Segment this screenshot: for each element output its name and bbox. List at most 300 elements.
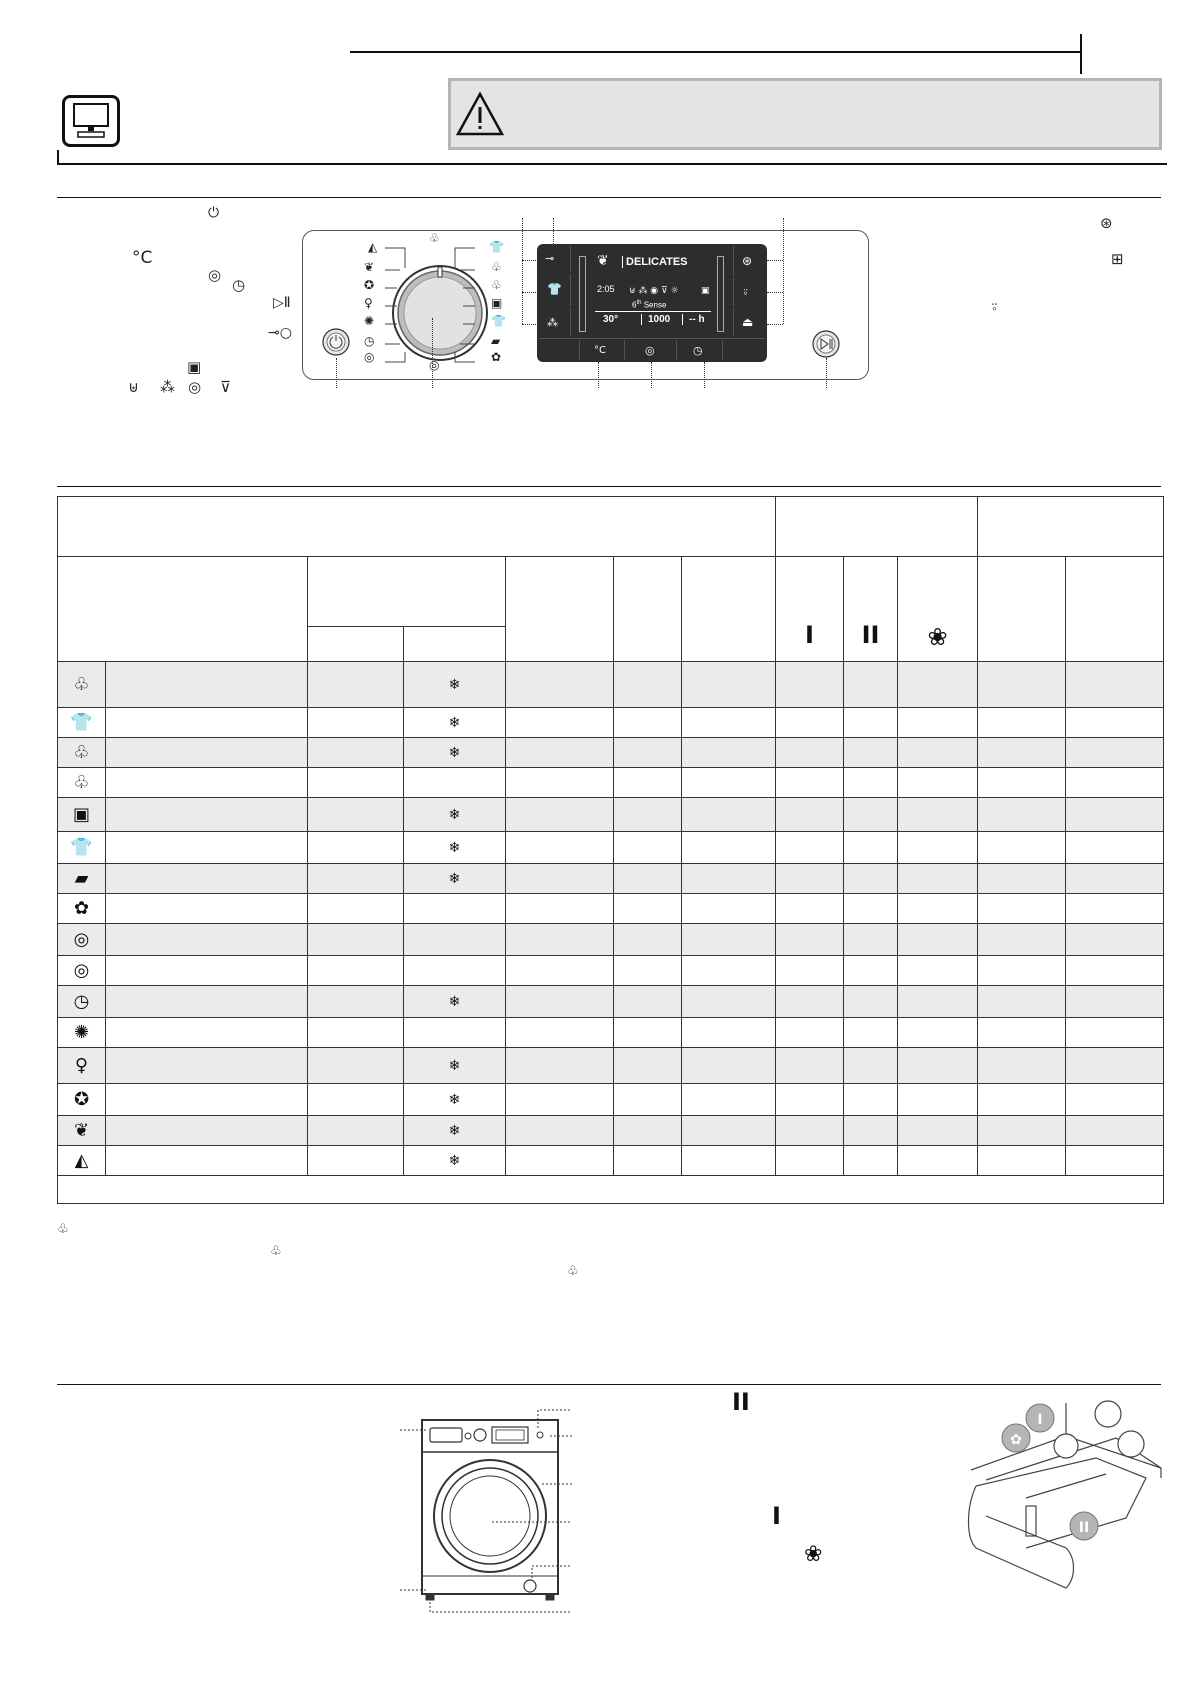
table-cell [1066,1018,1164,1048]
dial-icon-silk: ♀ [364,296,373,310]
table-header-compartment-2 [844,557,898,662]
table-row [58,798,1164,832]
table-cell [1066,924,1164,956]
table-cell [106,708,308,738]
table-cell [682,986,776,1018]
leader-8 [767,292,783,293]
table-cell [614,708,682,738]
table-header-compartment-1 [776,557,844,662]
tap-option-icon: ⍤ [742,285,750,299]
table-cell [614,1146,682,1176]
lcd-display [537,244,767,362]
footnote-cotton-icon: ♧ [567,1264,579,1279]
table-cell [506,832,614,864]
leader-10 [336,358,337,388]
table-cell [844,986,898,1018]
table-cell [682,1084,776,1116]
steam-option-icon: ⊛ [742,254,753,268]
table-cell [776,1048,844,1084]
table-row [58,768,1164,798]
table-cell [1066,1084,1164,1116]
table-cell [844,708,898,738]
dial-icon-synthetics: ◭ [368,240,378,254]
table-cell [614,1048,682,1084]
dial-icon-duvet: ▰ [491,334,501,348]
table-cell [614,738,682,768]
table-cell [844,924,898,956]
temperature-icon: °C [132,248,153,268]
table-cell [106,1048,308,1084]
table-header-program [58,557,308,662]
mixed-icon: ▣ [58,798,106,832]
table-cell [506,956,614,986]
table-cell [308,708,404,738]
synthetics-icon: ◭ [58,1146,106,1176]
table-row [58,956,1164,986]
program-table [57,496,1164,1204]
dial-leader-lines [340,240,540,380]
table-cell [614,894,682,924]
table-cell [106,924,308,956]
table-cell [308,924,404,956]
table-cell [682,798,776,832]
compartment-two-marker: II [861,621,880,649]
delay-button[interactable] [677,340,723,360]
table-cell [308,1048,404,1084]
washing-machine-illustration [400,1400,580,1620]
table-header-temp [308,557,506,627]
spin-readout: 1000 [641,314,670,325]
compartment-one-label: I [772,1502,781,1530]
table-cell [106,832,308,864]
cold-wash-icon: ❄ [404,708,506,738]
table-row [58,1146,1164,1176]
leader-3 [783,218,784,324]
drain-icon: ⊽ [220,378,231,396]
rinse-option-button[interactable] [539,308,571,336]
cold-wash-icon: ❄ [404,1048,506,1084]
leader-15 [826,358,827,388]
spin-button[interactable] [625,340,677,360]
table-cell [844,1146,898,1176]
extra-button[interactable] [539,274,571,306]
table-cell [1066,894,1164,924]
table-cell [506,768,614,798]
table-cell [776,894,844,924]
table-cell [106,738,308,768]
table-cell [898,798,978,832]
table-cell [682,894,776,924]
silk-icon: ♀ [58,1048,106,1084]
table-cell [308,986,404,1018]
table-cell [898,1116,978,1146]
table-cell [978,1018,1066,1048]
table-cell [844,1084,898,1116]
program-name: DELICATES [622,256,688,268]
dial-icon-cotton-mixed: ♧ [429,231,440,245]
svg-text:I: I [1037,1412,1043,1428]
table-cell [614,798,682,832]
table-cell [308,1116,404,1146]
table-cell [106,1084,308,1116]
table-cell [776,798,844,832]
table-cell [1066,1116,1164,1146]
delay-icon: ◷ [232,276,246,294]
table-cell [1066,832,1164,864]
dial-icon-rinse: ◎ [364,350,375,364]
table-cell [844,1116,898,1146]
header-rule [57,163,1167,165]
table-cell [776,1084,844,1116]
table-cell [506,1018,614,1048]
cold-wash-icon [404,768,506,798]
tap-icon: ⍤ [990,298,1000,316]
table-cell [682,662,776,708]
table-cell [898,832,978,864]
table-cell [978,662,1066,708]
steam-button[interactable] [733,246,765,276]
leader-7 [767,260,783,261]
cold-wash-icon: ❄ [404,738,506,768]
iron-button[interactable] [733,308,765,336]
table-row [58,1116,1164,1146]
table-cell [776,924,844,956]
eco-cotton-icon: ♧ [58,768,106,798]
softener-marker: ❀ [927,623,948,651]
table-cell [844,956,898,986]
table-cell [776,708,844,738]
table-header-temp-range [404,627,506,662]
compartment-one-marker: I [805,621,814,649]
table-row [58,832,1164,864]
dial-icon-spin: ◎ [429,358,440,372]
left-level-bar [579,256,586,332]
cold-wash-icon: ❄ [404,832,506,864]
temperature-button-icon: °C [594,345,606,356]
table-header-main [58,497,776,557]
table-cell [898,956,978,986]
leader-6 [522,324,538,325]
table-cell [682,1146,776,1176]
power-button[interactable] [322,328,350,356]
cold-wash-icon: ❄ [404,864,506,894]
table-cell [1066,864,1164,894]
table-cell [978,738,1066,768]
header-rule-tick [57,150,59,164]
detergent-icon: ▣ [187,358,202,376]
table-row [58,662,1164,708]
table-cell [682,708,776,738]
table-cell [898,986,978,1018]
colours-15-icon: ✺ [58,1018,106,1048]
table-cell [776,864,844,894]
table-header-data [978,497,1164,557]
table-cell [106,864,308,894]
table-cell [978,1146,1066,1176]
table-cell [506,1146,614,1176]
table-cell [614,924,682,956]
table-header-data-1 [978,557,1066,662]
start-pause-icon: ▷Ⅱ [273,295,291,311]
steam-icon: ⊛ [1100,214,1113,232]
table-cell [614,662,682,708]
table-cell [506,1048,614,1084]
table-cell [308,768,404,798]
leader-9 [767,324,783,325]
table-cell [978,1084,1066,1116]
cotton-mixed-icon: ♧ [58,662,106,708]
table-cell [844,768,898,798]
table-cell [506,986,614,1018]
leader-1 [522,218,523,324]
table-cell [844,1048,898,1084]
table-cell [844,894,898,924]
cycle-time: 2:05 [597,284,615,294]
dial-icon-stain: 👕 [491,314,506,328]
right-level-bar [717,256,724,332]
tap-button[interactable] [733,278,765,306]
cold-wash-icon: ❄ [404,798,506,832]
top-rule-tick [1080,34,1082,74]
cold-wash-icon: ❄ [404,1084,506,1116]
table-cell [978,1116,1066,1146]
section-rule-1 [57,197,1161,198]
leader-11 [432,318,433,388]
table-header-data-2 [1066,557,1164,662]
section-rule-2 [57,486,1161,487]
leader-2 [553,218,554,248]
lcd-divider [595,311,711,312]
table-cell [1066,708,1164,738]
table-cell [614,1116,682,1146]
table-cell [978,894,1066,924]
table-header-spin [506,557,614,662]
table-cell [682,864,776,894]
table-header-load [614,557,682,662]
table-cell [1066,662,1164,708]
table-cell [776,768,844,798]
spin-drain-icon: ◎ [58,924,106,956]
table-row [58,1018,1164,1048]
table-cell [308,738,404,768]
leader-12 [598,362,599,388]
cold-wash-icon [404,1018,506,1048]
table-cell [682,1018,776,1048]
delay-readout: -- h [682,314,705,325]
table-cell [614,986,682,1018]
warning-box [448,78,1162,150]
stain-icon: 👕 [58,832,106,864]
table-cell [978,986,1066,1018]
table-row [58,924,1164,956]
table-cell [898,894,978,924]
table-cell [776,1018,844,1048]
table-cell [1066,768,1164,798]
dial-icon-delicates: ❦ [364,260,375,274]
iron-option-icon: ⏏ [742,315,754,329]
table-cell [844,832,898,864]
table-cell [308,894,404,924]
dial-icon-eco: ♧ [491,278,502,292]
table-cell [682,738,776,768]
leader-5 [522,292,538,293]
temperature-button[interactable] [579,340,625,360]
table-cell [776,738,844,768]
table-cell [506,1084,614,1116]
cold-wash-icon: ❄ [404,1146,506,1176]
table-cell [844,1018,898,1048]
table-cell [978,798,1066,832]
table-cell [776,832,844,864]
table-cell [844,662,898,708]
table-cell [614,768,682,798]
key-lock-icon: ⊸○ [268,325,292,341]
table-cell [844,798,898,832]
table-cell [682,1116,776,1146]
table-cell [1066,1146,1164,1176]
table-cell [978,864,1066,894]
phase-icons: ⊎ ⁂ ◉ ⊽ ☼ [629,286,679,296]
table-cell [506,798,614,832]
table-cell [308,864,404,894]
cold-wash-icon: ❄ [404,1116,506,1146]
table-cell [682,924,776,956]
dial-icon-rapid: ◷ [364,334,375,348]
table-cell [614,864,682,894]
table-cell [776,1146,844,1176]
duvet-icon: ▰ [58,864,106,894]
spin-small-icon: ◎ [188,378,202,396]
table-row [58,738,1164,768]
table-header-temp-default [308,627,404,662]
table-cell [506,1116,614,1146]
rinse-icon: ⁂ [160,378,175,396]
table-cell [776,662,844,708]
table-cell [106,798,308,832]
shirt-option-icon: 👕 [547,282,562,296]
table-cell [898,864,978,894]
table-cell [776,986,844,1018]
table-cell [614,956,682,986]
table-cell [106,1018,308,1048]
table-cell [1066,738,1164,768]
table-row [58,1048,1164,1084]
table-cell [682,768,776,798]
table-cell [844,738,898,768]
table-cell [898,1018,978,1048]
table-footer [58,1176,1164,1204]
dial-icon-wool: ✪ [364,278,375,292]
table-cell [106,986,308,1018]
table-cell [1066,798,1164,832]
cold-wash-icon [404,956,506,986]
table-cell [506,894,614,924]
softener-label: ❀ [804,1542,823,1567]
table-cell [614,832,682,864]
table-cell [1066,1048,1164,1084]
monitor-icon [62,95,120,147]
table-cell [898,1048,978,1084]
key-lock-button[interactable] [539,246,571,272]
table-cell [978,956,1066,986]
cold-wash-icon [404,924,506,956]
table-cell [898,662,978,708]
table-cell [106,768,308,798]
delay-button-icon: ◷ [693,344,703,357]
table-header-duration [682,557,776,662]
leader-14 [704,362,705,388]
table-cell [614,1084,682,1116]
table-cell [776,1116,844,1146]
power-icon: ⏻ [208,205,220,221]
wool-icon: ✪ [58,1084,106,1116]
table-cell [898,738,978,768]
grid-icon: ⊞ [1111,250,1124,268]
table-cell [978,768,1066,798]
table-header-softener [898,557,978,662]
table-cell [308,956,404,986]
detergent-status-icon: ▣ [701,286,710,296]
table-cell [106,662,308,708]
table-cell [682,1048,776,1084]
delicates-icon: ❦ [58,1116,106,1146]
dial-icon-cotton: ♧ [491,260,502,274]
table-cell [898,924,978,956]
footnote-eco-icon: ♧ [57,1222,69,1237]
start-pause-button[interactable] [812,330,840,358]
table-cell [614,1018,682,1048]
table-row [58,864,1164,894]
table-cell [898,1146,978,1176]
table-cell [978,708,1066,738]
table-cell [844,864,898,894]
table-cell [776,956,844,986]
rapid-30-icon: ◷ [58,986,106,1018]
table-cell [308,1146,404,1176]
svg-text:✿: ✿ [1010,1432,1022,1448]
delicates-program-icon: ❦ [597,253,609,269]
shirt-icon: 👕 [58,708,106,738]
dial-icon-mixed: ▣ [491,296,503,310]
table-cell [506,924,614,956]
table-cell [1066,986,1164,1018]
table-cell [308,662,404,708]
table-header-detergent [776,497,978,557]
cotton-icon: ♧ [58,738,106,768]
top-rule [350,51,1080,53]
cold-wash-icon [404,894,506,924]
table-cell [898,708,978,738]
compartment-two-label: II [732,1388,750,1416]
leader-4 [522,260,538,261]
footnote-eco-icon-2: ♧ [270,1244,282,1259]
dial-icon-colours: ✺ [364,314,375,328]
table-row [58,894,1164,924]
table-cell [1066,956,1164,986]
table-cell [898,1084,978,1116]
spin-icon: ◎ [208,266,222,284]
dial-icon-fresh: ✿ [491,350,502,364]
spin-button-icon: ◎ [645,344,655,357]
rinse-option-icon: ⁂ [547,316,558,329]
wash-icon: ⊎ [128,378,139,396]
table-cell [106,1146,308,1176]
table-cell [106,894,308,924]
key-icon: ⊸ [545,252,555,265]
table-cell [106,1116,308,1146]
sixth-sense: 6th Sense [632,300,667,310]
table-cell [506,708,614,738]
